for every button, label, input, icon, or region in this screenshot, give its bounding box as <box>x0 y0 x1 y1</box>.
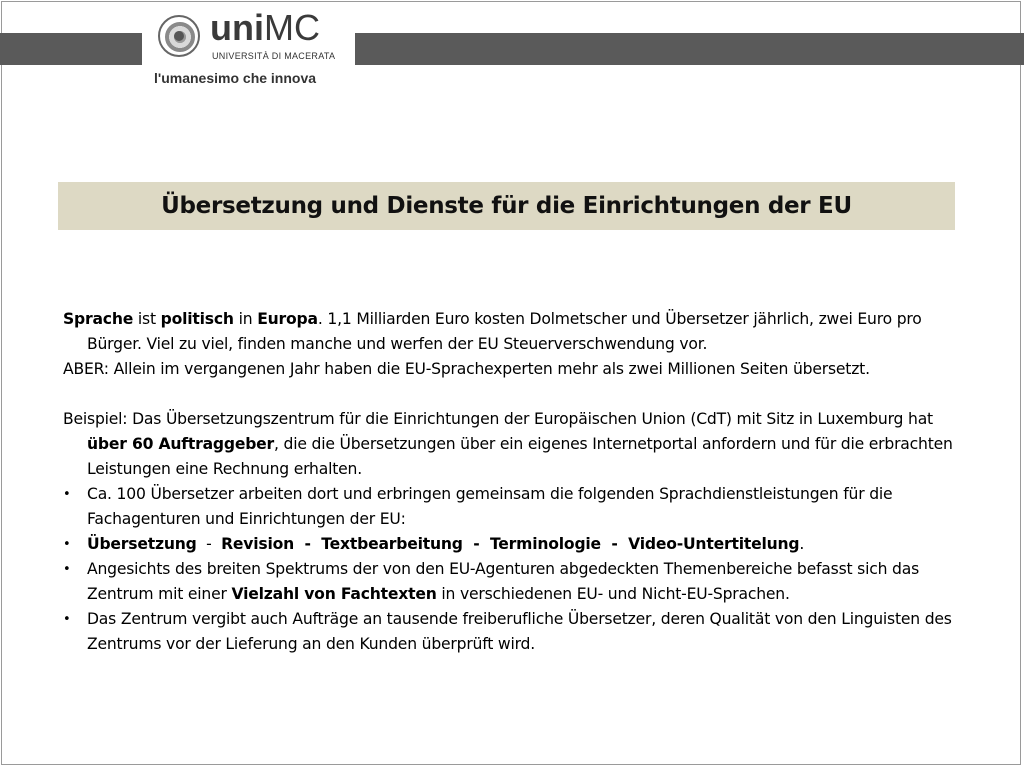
bullet-item: • Ca. 100 Übersetzer arbeiten dort und erbringen gemeinsam die folgenden Sprachdienstleistungen für die Fachagenturen und Einrichtungen der EU: <box>63 482 953 532</box>
bullet-item: • Das Zentrum vergibt auch Aufträge an tausende freiberufliche Übersetzer, deren Qualität von den Linguisten des Zentrums vor der Lieferung an den Kunden überprüft wird. <box>63 607 953 657</box>
paragraph-aber: ABER: Allein im vergangenen Jahr haben die EU-Sprachexperten mehr als zwei Millionen Seiten übersetzt. <box>63 360 870 378</box>
bullet-item-services: • Übersetzung - Revision - Textbearbeitung - Terminologie - Video-Untertitelung. <box>63 532 953 557</box>
spacer <box>63 382 953 407</box>
logo-wordmark: uniMC <box>210 7 320 48</box>
slide-title: Übersetzung und Dienste für die Einrichtungen der EU <box>161 193 852 219</box>
logo-tagline: l'umanesimo che innova <box>154 70 317 86</box>
university-seal-icon <box>158 15 200 57</box>
paragraph-beispiel: Beispiel: Das Übersetzungszentrum für die Einrichtungen der Europäischen Union (CdT) mit Sitz in Luxemburg hat über 60 Auftraggeber, die die Übersetzungen über ein eigenes Internetportal anfordern und für die erbrachten Leistungen eine Rechnung erhalten. <box>63 410 953 478</box>
header-bar-right <box>355 33 1024 65</box>
logo-subtitle: UNIVERSITÀ DI MACERATA <box>212 51 336 61</box>
slide-content <box>63 307 953 657</box>
university-logo <box>150 4 346 88</box>
header-bar-left <box>0 33 142 65</box>
paragraph-sprache: Sprache ist politisch in Europa. 1,1 Milliarden Euro kosten Dolmetscher und Übersetzer jährlich, zwei Euro pro Bürger. Viel zu viel, finden manche und werfen der EU Steuerverschwendung vor. <box>63 310 922 353</box>
bullet-item: • Angesichts des breiten Spektrums der von den EU-Agenturen abgedeckten Themenbereiche befasst sich das Zentrum mit einer Vielzahl von Fachtexten in verschiedenen EU- und Nicht-EU-Sprachen. <box>63 557 953 607</box>
title-band <box>58 182 955 230</box>
